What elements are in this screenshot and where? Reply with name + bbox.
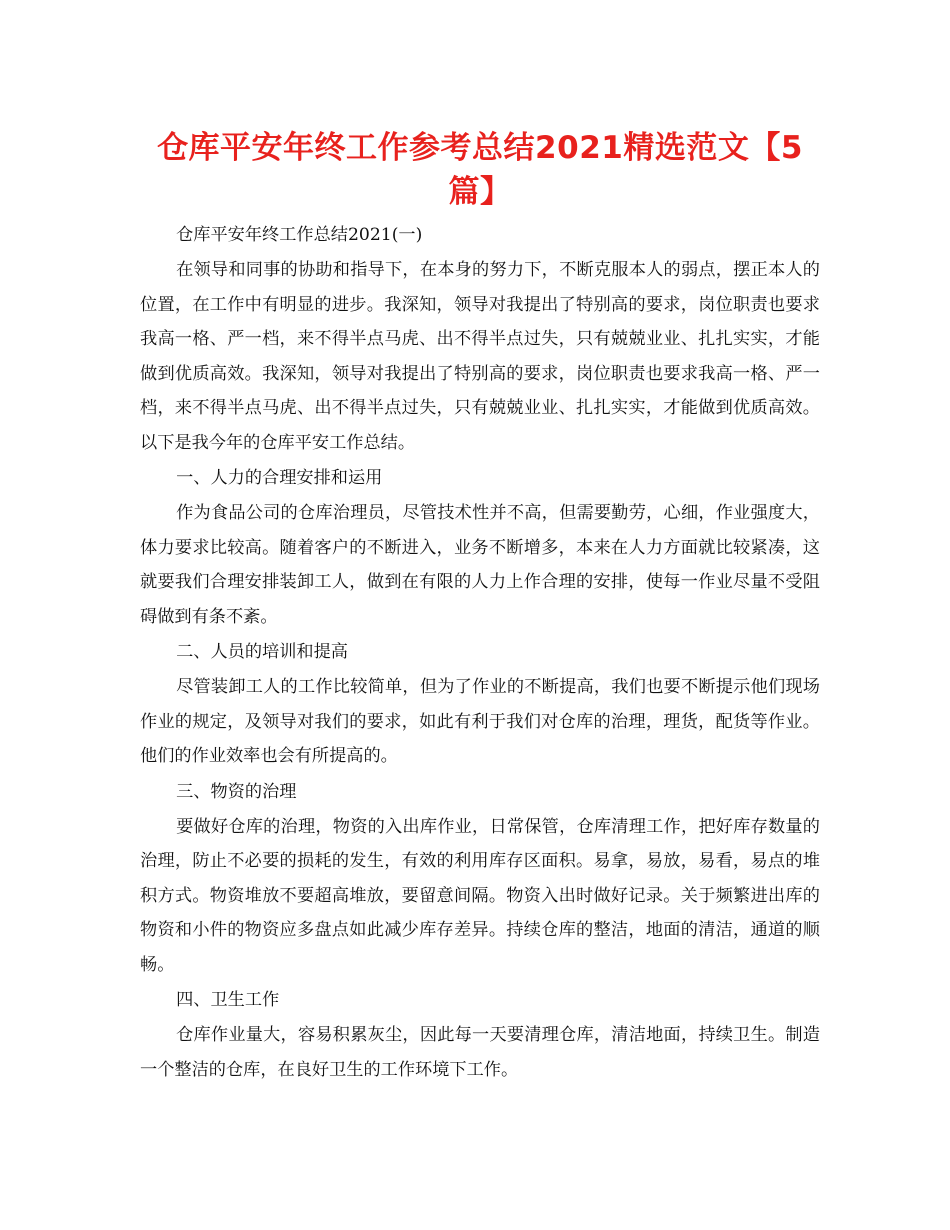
document-page [140,126,820,1087]
section-heading: 二、人员的培训和提高 [176,642,348,662]
document-subtitle: 仓库平安年终工作总结2021(一) [176,225,423,245]
section-heading: 三、物资的治理 [176,781,297,802]
section-paragraph: 尽管装卸工人的工作比较简单，但为了作业的不断提高，我们也要不断提示他们现场作业的规定，及领导对我们的要求，如此有利于我们对仓库的治理，理货，配货等作业。他们的作业效率也会有所提高的。 [140,677,820,766]
section-heading: 四、卫生工作 [176,990,280,1010]
intro-paragraph: 在领导和同事的协助和指导下，在本身的努力下，不断克服本人的弱点，摆正本人的位置，在工作中有明显的进步。我深知，领导对我提出了特别高的要求，岗位职责也要求我高一格、严一档，来不得半点马虎、出不得半点过失，只有兢兢业业、扎扎实实，才能做到优质高效。我深知，领导对我提出了特别高的要求，岗位职责也要求我高一格、严一档，来不得半点马虎、出不得半点过失，只有兢兢业业、扎扎实实，才能做到优质高效。以下是我今年的仓库平安工作总结。 [140,260,820,453]
section-paragraph: 作为食品公司的仓库治理员，尽管技术性并不高，但需要勤劳，心细，作业强度大，体力要求比较高。随着客户的不断进入，业务不断增多，本来在人力方面就比较紧凑，这就要我们合理安排装卸工人，做到在有限的人力上作合理的安排，使每一作业尽量不受阻碍做到有条不紊。 [140,503,820,627]
document-title: 仓库平安年终工作参考总结2021精选范文【5篇】 [157,130,803,210]
document-body [140,217,820,1087]
section-paragraph: 仓库作业量大，容易积累灰尘，因此每一天要清理仓库，清洁地面，持续卫生。制造一个整洁的仓库，在良好卫生的工作环境下工作。 [140,1025,820,1080]
section-paragraph: 要做好仓库的治理，物资的入出库作业，日常保管，仓库清理工作，把好库存数量的治理，防止不必要的损耗的发生，有效的利用库存区面积。易拿，易放，易看，易点的堆积方式。物资堆放不要超高堆放，要留意间隔。物资入出时做好记录。关于频繁进出库的物资和小件的物资应多盘点如此减少库存差异。持续仓库的整洁，地面的清洁，通道的顺畅。 [140,816,820,975]
section-heading: 一、人力的合理安排和运用 [176,468,383,488]
